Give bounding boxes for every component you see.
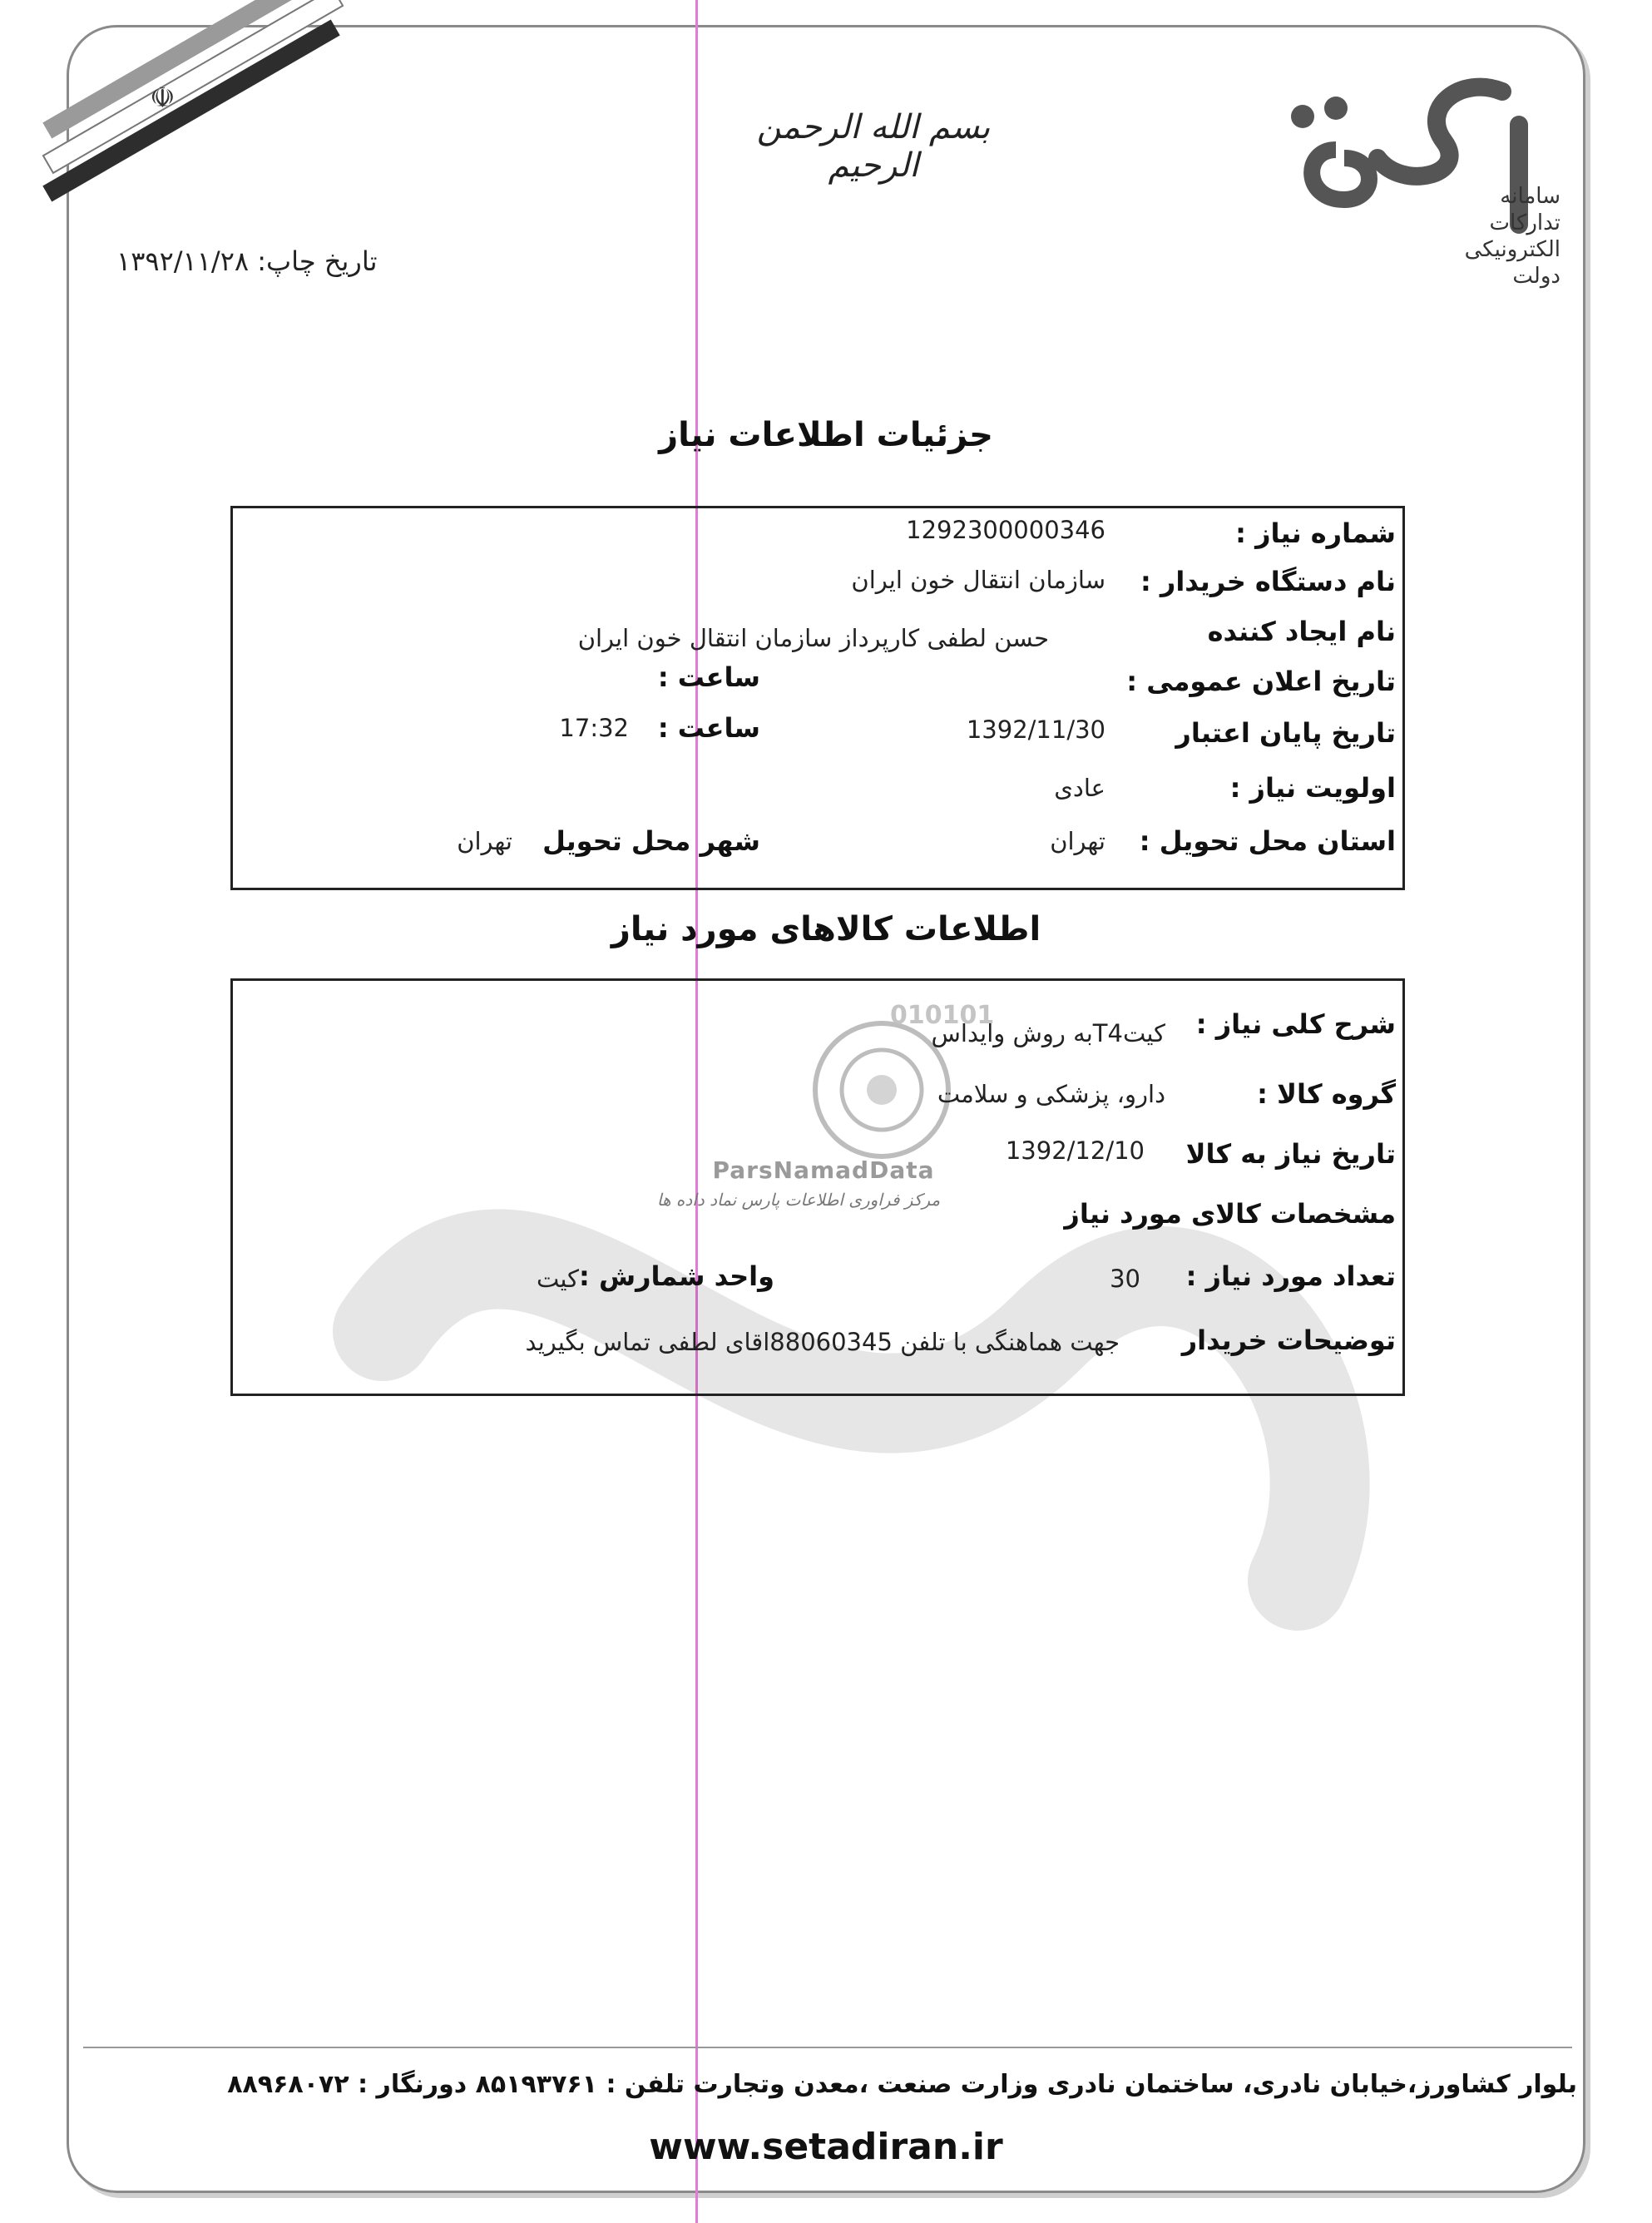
buyer-label: نام دستگاه خریدار : — [1140, 566, 1396, 597]
need-date-label: تاریخ نیاز به کالا — [1185, 1138, 1396, 1170]
print-date-value: ۱۳۹۲/۱۱/۲۸ — [116, 245, 250, 277]
section2-title: اطلاعات کالاهای مورد نیاز — [611, 910, 1041, 948]
specs-label: مشخصات کالای مورد نیاز — [1064, 1198, 1396, 1230]
creator-label: نام ایجاد کننده — [1207, 616, 1396, 647]
print-date — [116, 245, 378, 277]
priority-label: اولویت نیاز : — [1229, 772, 1396, 804]
group-label: گروه کالا : — [1257, 1078, 1396, 1110]
seal-brand: ParsNamadData — [712, 1156, 935, 1184]
expiry-date-value: 1392/11/30 — [966, 715, 1105, 744]
section1-title: جزئیات اطلاعات نیاز — [659, 416, 993, 454]
buyer-value: سازمان انتقال خون ایران — [851, 566, 1105, 594]
bismillah-calligraphy: بسم الله الرحمن الرحیم — [756, 108, 991, 185]
seal-subtitle: مرکز فراوری اطلاعات پارس نماد داده ها — [656, 1190, 941, 1210]
unit-label: واحد شمارش : — [579, 1260, 774, 1292]
province-label: استان محل تحویل : — [1139, 825, 1396, 857]
quantity-value: 30 — [1110, 1265, 1140, 1293]
setad-logo-text: سامانه تدارکات الکترونیکی دولت — [1464, 184, 1560, 289]
city-label: شهر محل تحویل — [542, 825, 760, 857]
need-date-value: 1392/12/10 — [1005, 1136, 1145, 1165]
expiry-time-label: ساعت : — [657, 712, 760, 744]
expiry-time-value: 17:32 — [559, 714, 629, 742]
iran-flag-emblem — [58, 30, 250, 155]
creator-value: حسن لطفی کارپرداز سازمان انتقال خون ایران — [577, 624, 1049, 652]
province-value: تهران — [1050, 827, 1105, 855]
footer-divider — [83, 2047, 1572, 2048]
group-value: دارو، پزشکی و سلامت — [937, 1080, 1165, 1108]
need-number-value: 1292300000346 — [906, 516, 1105, 544]
announce-date-label: تاریخ اعلان عمومی : — [1126, 666, 1396, 697]
seal-digits: 010101 — [890, 1001, 995, 1030]
priority-value: عادی — [1054, 774, 1105, 802]
emblem-icon: ☫ — [150, 82, 176, 115]
buyer-notes-value: جهت هماهنگی با تلفن 88060345اقای لطفی تماس بگیرید — [525, 1328, 1120, 1356]
footer-address: بلوار کشاورز،خیابان نادری، ساختمان نادری وزارت صنعت ،معدن وتجارت تلفن : ۸۵۱۹۳۷۶۱ دورنگار : ۸۸۹۶۸۰۷۲ — [227, 2070, 1577, 2099]
print-date-label: تاریخ چاپ: — [257, 245, 378, 277]
buyer-notes-label: توضیحات خریدار — [1181, 1324, 1396, 1356]
description-value: کیتT4به روش وایداس — [931, 1019, 1165, 1047]
unit-value: کیت — [536, 1265, 579, 1293]
website-link[interactable]: www.setadiran.ir — [649, 2126, 1003, 2168]
description-label: شرح کلی نیاز : — [1195, 1008, 1396, 1040]
announce-time-label: ساعت : — [657, 661, 760, 693]
need-number-label: شماره نیاز : — [1235, 517, 1396, 549]
expiry-date-label: تاریخ پایان اعتبار — [1175, 717, 1396, 749]
city-value: تهران — [457, 827, 512, 855]
quantity-label: تعداد مورد نیاز : — [1185, 1260, 1396, 1292]
